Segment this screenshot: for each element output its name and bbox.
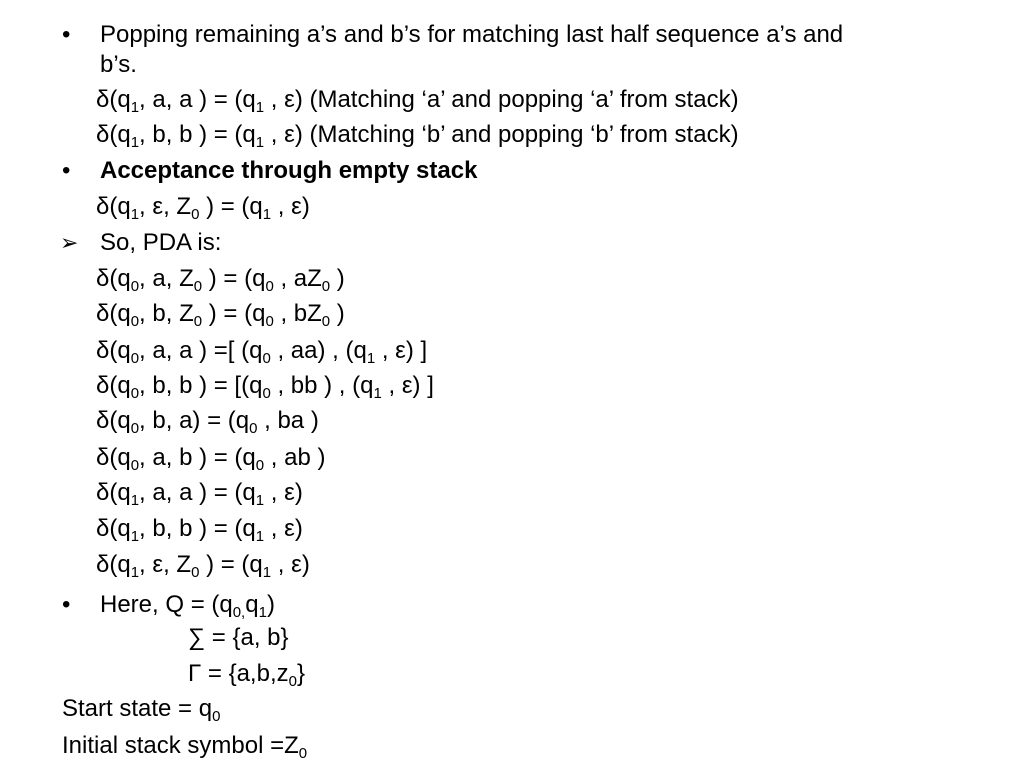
intro-line-1: Popping remaining a’s and b’s for matching last half sequence a’s and [100,21,844,48]
states-definition: Here, $Q = (q_{0,}q_1)$ [100,591,275,621]
pda-rule: $\delta(q_0$, b, b ) = [($q_0$ , bb ) , ($q_1$ , ε) ] [96,372,434,402]
stack-alphabet: $\Gamma = \{a,b,z_0\}$ [188,660,305,690]
pda-rule: $\delta(q_0$, b, $Z_0$ ) = ($q_0$ , $bZ_0$ ) [96,300,345,330]
pda-rule: $\delta(q_0$, b, $a) = (q_0$ , ba ) [96,407,319,437]
input-alphabet: ∑ = {a, b} [188,624,289,651]
pda-rule: $\delta(q_0$, a, b ) = ($q_0$ , ab ) [96,444,326,474]
matching-rule-b: $\delta(q_1$, b, b ) = ($q_1$ , ε) (Matching ‘b’ and popping ‘b’ from stack) [96,121,739,151]
pda-rule: $\delta(q_1$, b, b ) = ($q_1$ , ε) [96,515,303,545]
pda-heading: So, PDA is: [100,229,222,256]
matching-rule-a: $\delta(q_1$, a, a ) = ($q_1$ , ε) (Matching ‘a’ and popping ‘a’ from stack) [96,86,739,116]
intro-line-2: b’s. [100,51,137,78]
bullet-icon: • [62,591,71,618]
bullet-icon: • [62,157,71,184]
start-state: Start state = $q_0$ [62,695,221,725]
acceptance-rule: $\delta(q_1$, ε, $Z_0$ ) = ($q_1$ , ε) [96,193,310,223]
initial-stack-symbol: Initial stack symbol $=Z_0$ [62,732,308,762]
acceptance-heading: Acceptance through empty stack [100,157,478,184]
pda-rule: $\delta(q_1$, a, a ) = ($q_1$ , ε) [96,479,303,509]
pda-rule: $\delta(q_0$, a, a ) =[ ($q_0$ , aa) , ($q_1$ , ε) ] [96,337,428,367]
pda-rule: $\delta(q_0$, a, $Z_0$ ) = ($q_0$ , $aZ_0$ ) [96,265,345,295]
bullet-icon: • [62,21,71,48]
arrow-bullet-icon: ➢ [60,230,79,255]
pda-rule: $\delta(q_1$, ε, $Z_0$ ) = ($q_1$ , ε) [96,551,310,581]
